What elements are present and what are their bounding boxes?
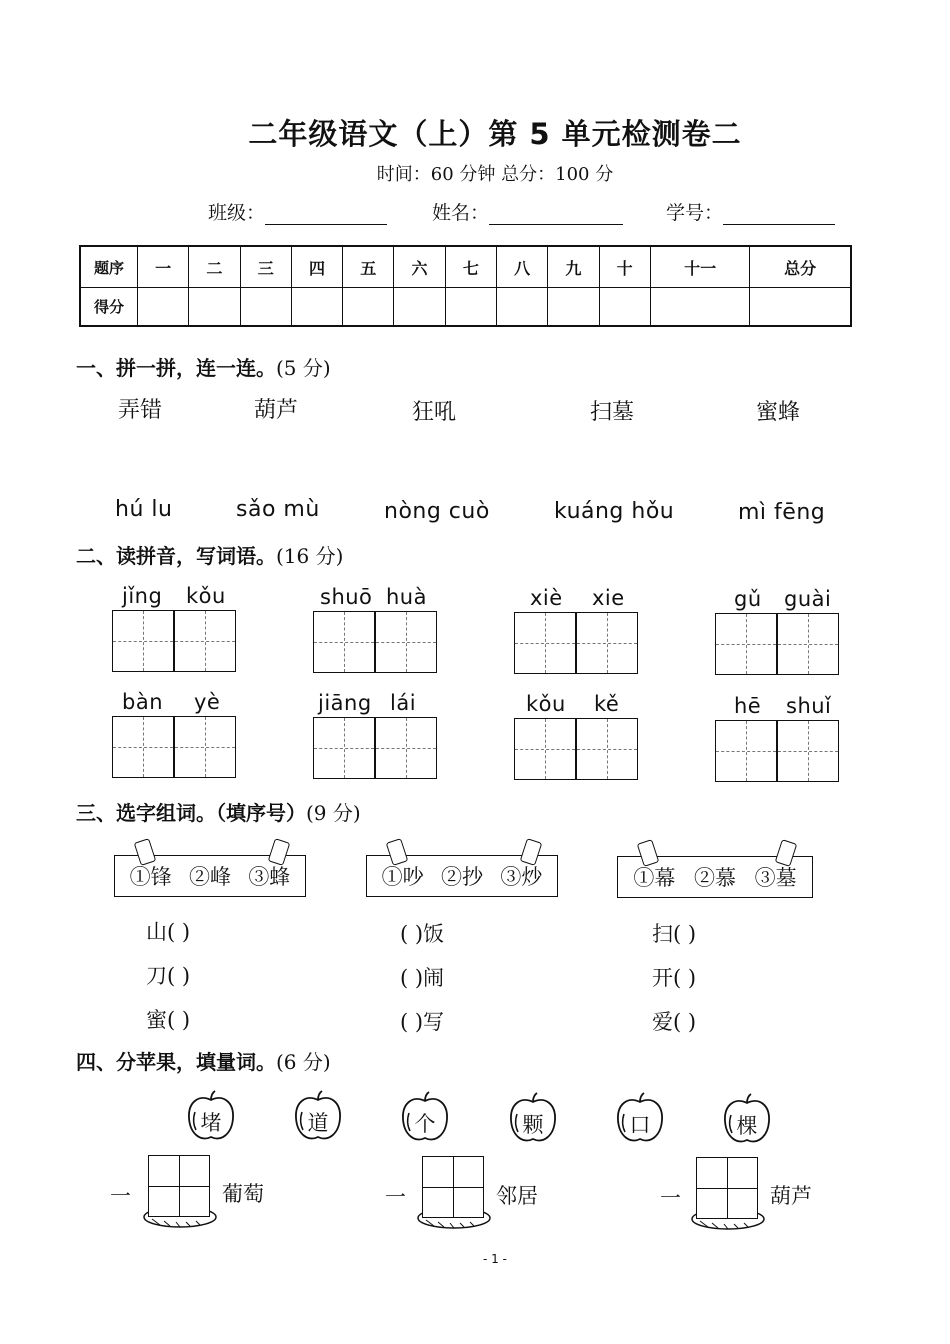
writing-box[interactable]	[777, 720, 839, 782]
apple-icon	[507, 1092, 559, 1146]
section-1-points: (5 分)	[276, 356, 331, 380]
score-col-header: 九	[548, 246, 599, 288]
score-cell[interactable]	[291, 288, 342, 326]
match-pinyin: sǎo mù	[236, 497, 320, 522]
score-col-header: 二	[189, 246, 240, 288]
score-col-header: 七	[445, 246, 496, 288]
pinyin-syllable: lái	[390, 691, 417, 715]
pinyin-syllable: huà	[386, 585, 427, 609]
score-cell[interactable]	[650, 288, 750, 326]
pinyin-syllable: bàn	[122, 690, 164, 714]
option: ③蜂	[248, 865, 291, 889]
fill-blank[interactable]: ( )闹	[400, 966, 445, 990]
section-2-points: (16 分)	[276, 544, 344, 568]
apple-measure-word: 个	[414, 1112, 436, 1136]
exam-time-score: 时间：60 分钟 总分：100 分	[376, 164, 614, 185]
match-word: 葫芦	[254, 398, 299, 423]
score-col-header: 四	[291, 246, 342, 288]
apple-measure-word: 堵	[200, 1111, 222, 1135]
match-word: 蜜蜂	[756, 400, 801, 425]
section-1-title: 一、拼一拼，连一连。	[76, 356, 276, 380]
pinyin-syllable: yè	[194, 690, 221, 714]
writing-box[interactable]	[313, 611, 375, 673]
pinyin-syllable: kǒu	[186, 584, 226, 608]
apple-icon	[721, 1093, 773, 1147]
apple-measure-word: 口	[629, 1113, 651, 1137]
score-cell[interactable]	[445, 288, 496, 326]
pinyin-syllable: shuǐ	[786, 694, 832, 718]
fill-blank[interactable]: 开( )	[652, 966, 697, 990]
writing-box[interactable]	[777, 613, 839, 675]
section-1-heading	[76, 352, 331, 381]
class-label: 班级：	[208, 202, 266, 224]
section-4-heading	[76, 1046, 331, 1075]
option: ②峰	[188, 865, 231, 889]
writing-box[interactable]	[375, 717, 437, 779]
writing-box[interactable]	[112, 610, 174, 672]
match-word: 狂吼	[412, 400, 457, 425]
option: ①锋	[129, 865, 172, 889]
pinyin-syllable: guài	[784, 587, 832, 611]
match-pinyin: nòng cuò	[384, 499, 490, 524]
score-col-header: 总分	[750, 246, 851, 288]
class-blank[interactable]	[265, 206, 387, 225]
writing-box[interactable]	[576, 718, 638, 780]
section-3-heading	[76, 797, 361, 826]
fill-blank[interactable]: ( )写	[400, 1010, 445, 1034]
option: ①幕	[633, 866, 676, 890]
pinyin-syllable: kǒu	[526, 692, 566, 716]
basket-icon	[688, 1157, 768, 1237]
writing-box[interactable]	[514, 718, 576, 780]
pinyin-syllable: hē	[734, 694, 762, 718]
fill-blank[interactable]: 山( )	[146, 920, 191, 944]
score-cell[interactable]	[496, 288, 547, 326]
option-card-2	[366, 855, 558, 897]
student-id-label: 学号：	[666, 202, 724, 224]
student-id-field	[666, 198, 835, 225]
pinyin-syllable: xiè	[530, 586, 563, 610]
option: ①吵	[381, 865, 424, 889]
writing-box[interactable]	[715, 613, 777, 675]
score-table	[79, 245, 852, 327]
writing-box[interactable]	[174, 716, 236, 778]
pinyin-syllable: xie	[592, 586, 625, 610]
name-field	[432, 198, 623, 225]
item-noun: 葫芦	[770, 1184, 812, 1208]
score-col-header: 十一	[650, 246, 750, 288]
pinyin-syllable: gǔ	[734, 587, 762, 611]
score-cell[interactable]	[548, 288, 599, 326]
writing-box[interactable]	[715, 720, 777, 782]
measure-word-box[interactable]	[148, 1155, 210, 1217]
score-col-header: 十	[599, 246, 650, 288]
class-field	[208, 198, 387, 225]
writing-box[interactable]	[174, 610, 236, 672]
score-cell[interactable]	[138, 288, 189, 326]
pinyin-syllable: jǐng	[122, 584, 163, 608]
section-4-points: (6 分)	[276, 1050, 331, 1074]
option: ②抄	[440, 865, 483, 889]
measure-prefix: 一	[385, 1185, 406, 1209]
page-number: - 1 -	[483, 1252, 507, 1266]
writing-box[interactable]	[576, 612, 638, 674]
basket-icon	[140, 1155, 220, 1235]
fill-blank[interactable]: ( )饭	[400, 922, 445, 946]
score-col-header: 三	[240, 246, 291, 288]
item-noun: 邻居	[496, 1184, 538, 1208]
option: ③炒	[500, 865, 543, 889]
score-col-header: 一	[138, 246, 189, 288]
score-col-header: 六	[394, 246, 445, 288]
measure-prefix: 一	[110, 1184, 131, 1208]
score-label: 得分	[80, 288, 138, 326]
score-table-header-row	[80, 246, 851, 288]
measure-word-box[interactable]	[422, 1156, 484, 1218]
score-cell[interactable]	[750, 288, 851, 326]
fill-blank[interactable]: 蜜( )	[146, 1008, 191, 1032]
match-word: 弄错	[118, 398, 163, 423]
apple-icon	[614, 1092, 666, 1146]
option: ②慕	[693, 866, 736, 890]
score-cell[interactable]	[599, 288, 650, 326]
apple-icon	[399, 1091, 451, 1145]
option-card-3	[617, 856, 813, 898]
basket-icon	[414, 1156, 494, 1236]
item-noun: 葡萄	[222, 1182, 264, 1206]
name-blank[interactable]	[489, 206, 623, 225]
section-2-title: 二、读拼音，写词语。	[76, 544, 276, 568]
score-cell[interactable]	[240, 288, 291, 326]
score-cell[interactable]	[189, 288, 240, 326]
score-col-header: 五	[343, 246, 394, 288]
question-order-label: 题序	[80, 246, 138, 288]
pinyin-syllable: shuō	[320, 585, 373, 609]
apple-icon	[185, 1090, 237, 1144]
student-id-blank[interactable]	[723, 206, 835, 225]
match-pinyin: hú lu	[115, 497, 173, 522]
score-table-score-row	[80, 288, 851, 326]
section-2-heading	[76, 540, 343, 569]
match-pinyin: mì fēng	[738, 500, 826, 525]
apple-icon	[292, 1090, 344, 1144]
fill-blank[interactable]: 爱( )	[652, 1010, 697, 1034]
section-4-title: 四、分苹果，填量词。	[76, 1050, 276, 1074]
pinyin-syllable: kě	[594, 692, 620, 716]
score-cell[interactable]	[343, 288, 394, 326]
section-3-points: (9 分)	[306, 801, 361, 825]
match-word: 扫墓	[590, 400, 635, 425]
page-title: 二年级语文（上）第 5 单元检测卷二	[248, 117, 742, 151]
apple-measure-word: 道	[307, 1111, 329, 1135]
measure-prefix: 一	[660, 1186, 681, 1210]
measure-word-box[interactable]	[696, 1157, 758, 1219]
writing-box[interactable]	[514, 612, 576, 674]
apple-measure-word: 颗	[522, 1113, 544, 1137]
fill-blank[interactable]: 扫( )	[652, 922, 697, 946]
score-cell[interactable]	[394, 288, 445, 326]
match-pinyin: kuáng hǒu	[554, 499, 675, 524]
writing-box[interactable]	[313, 717, 375, 779]
writing-box[interactable]	[112, 716, 174, 778]
name-label: 姓名：	[432, 202, 490, 224]
apple-measure-word: 棵	[736, 1114, 758, 1138]
option-card-1	[114, 855, 306, 897]
pinyin-syllable: jiāng	[318, 691, 372, 715]
score-col-header: 八	[496, 246, 547, 288]
fill-blank[interactable]: 刀( )	[146, 964, 191, 988]
section-3-title: 三、选字组词。（填序号）	[76, 801, 306, 825]
option: ③墓	[754, 866, 797, 890]
writing-box[interactable]	[375, 611, 437, 673]
